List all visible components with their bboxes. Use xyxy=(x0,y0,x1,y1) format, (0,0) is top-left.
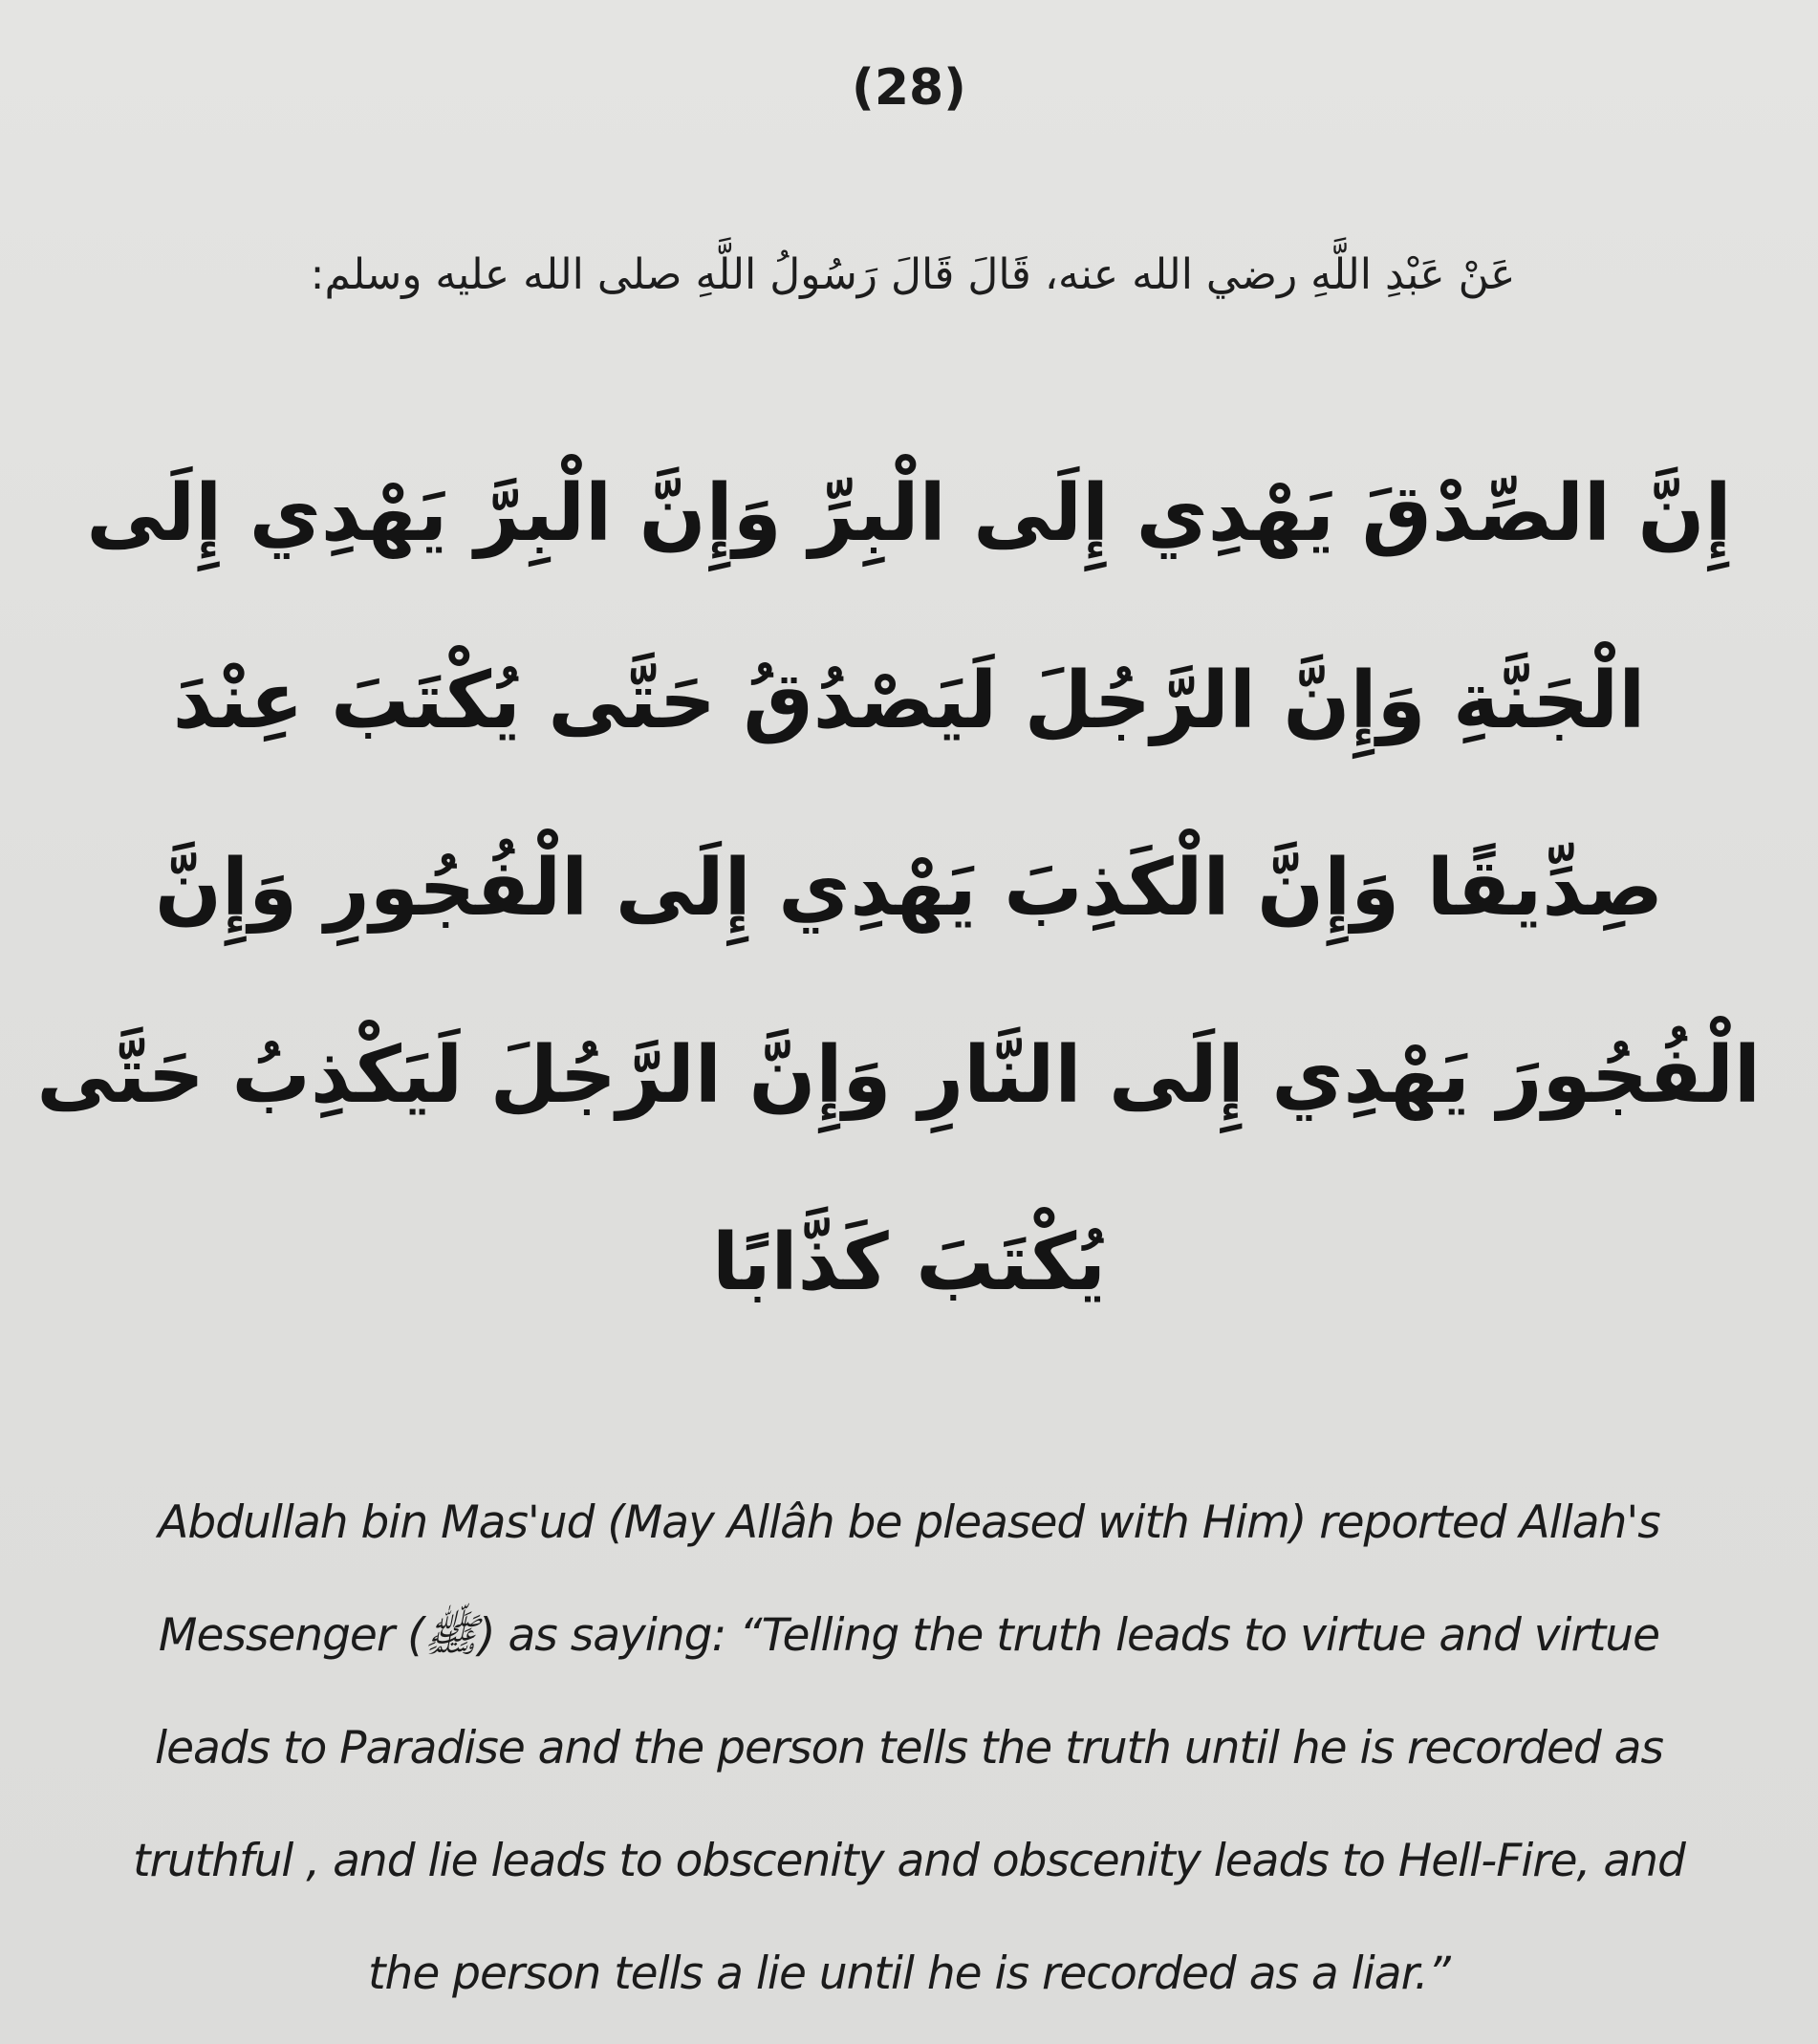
translation-line: Messenger (ﷺ) as saying: “Telling the truth leads to virtue and virtue xyxy=(158,1609,1660,1662)
translation-line: truthful , and lie leads to obscenity and obscenity leads to Hell-Fire, and xyxy=(133,1835,1685,1887)
hadith-line: الْجَنَّةِ وَإِنَّ الرَّجُلَ لَيَصْدُقُ حَتَّى يُكْتَبَ عِنْدَ xyxy=(172,656,1646,746)
hadith-arabic-text xyxy=(36,420,1761,1357)
page-number: (28) xyxy=(852,59,966,117)
hadith-line: يُكْتَبَ كَذَّابًا xyxy=(711,1217,1107,1308)
translation-line: the person tells a lie until he is recorded as a liar.” xyxy=(368,1947,1450,2000)
hadith-line: صِدِّيقًا وَإِنَّ الْكَذِبَ يَهْدِي إِلَى الْفُجُورِ وَإِنَّ xyxy=(155,843,1663,934)
translation-line: leads to Paradise and the person tells the truth until he is recorded as xyxy=(155,1722,1663,1775)
hadith-narration-chain: عَنْ عَبْدِ اللَّهِ رضي الله عنه، قَالَ قَالَ رَسُولُ اللَّهِ صلى الله عليه وسلم: xyxy=(310,250,1516,299)
english-translation xyxy=(38,1467,1780,2031)
hadith-line: الْفُجُورَ يَهْدِي إِلَى النَّارِ وَإِنَّ الرَّجُلَ لَيَكْذِبُ حَتَّى xyxy=(36,1030,1761,1121)
hadith-line: إِنَّ الصِّدْقَ يَهْدِي إِلَى الْبِرِّ وَإِنَّ الْبِرَّ يَهْدِي إِلَى xyxy=(86,468,1732,559)
translation-line: Abdullah bin Mas'ud (May Allâh be pleased with Him) reported Allah's xyxy=(158,1496,1660,1549)
